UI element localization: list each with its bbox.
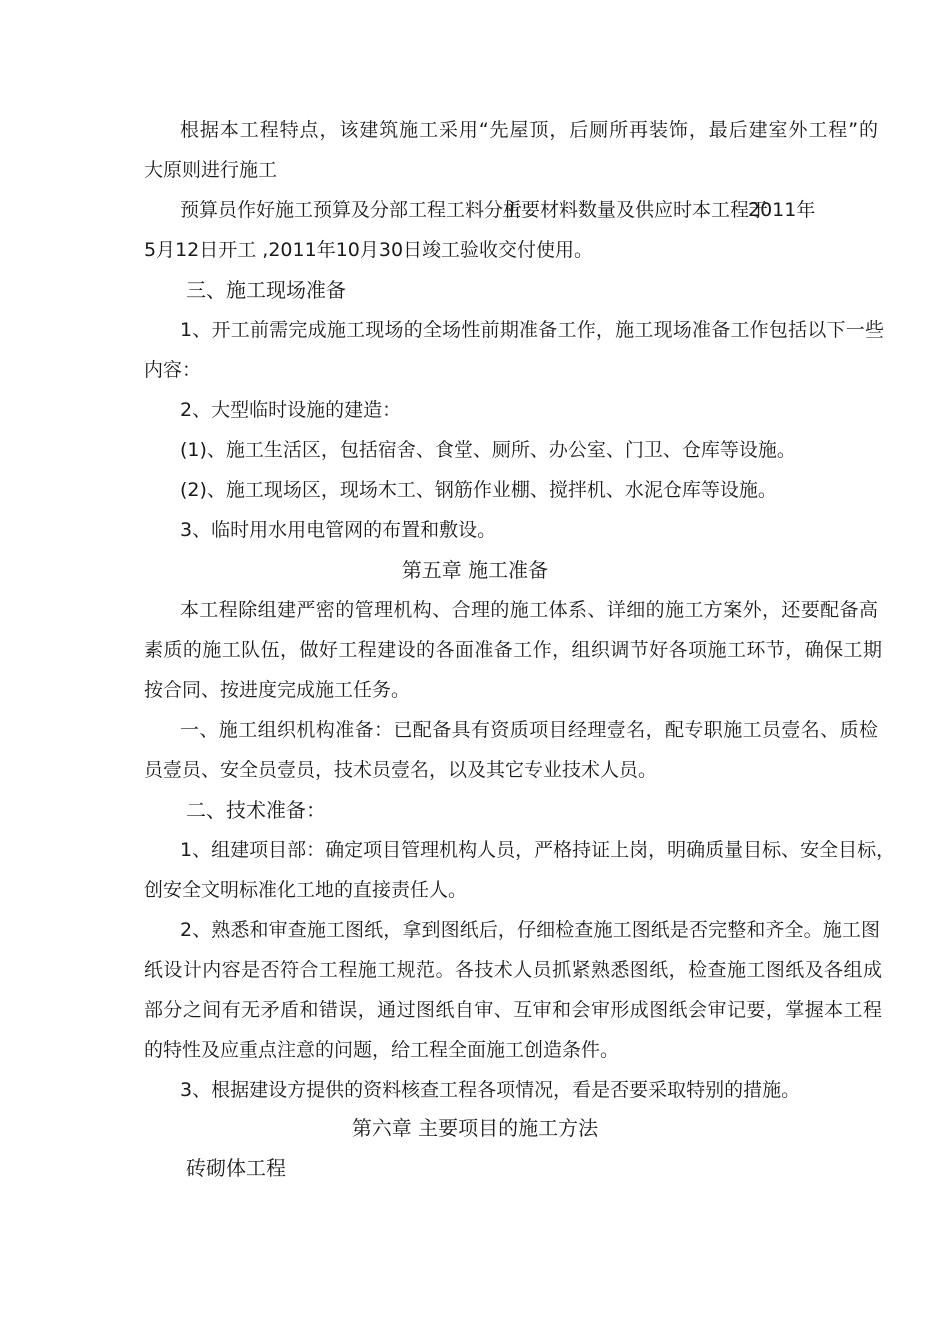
paragraph-line: (1)、施工生活区，包括宿舍、食堂、厕所、办公室、门卫、仓库等设施。 [180, 439, 796, 461]
section-heading: 砖砌体工程 [186, 1156, 286, 1180]
paragraph-line: 3、临时用水用电管网的布置和敷设。 [180, 519, 497, 541]
chapter-title: 第五章 施工准备 [401, 558, 549, 582]
paragraph-line: 3、根据建设方提供的资料核查工程各项情况，看是否要采取特别的措施。 [180, 1079, 801, 1101]
paragraph-line: 部分之间有无矛盾和错误，通过图纸自审、互审和会审形成图纸会审记要，掌握本工程 [144, 999, 882, 1021]
chapter-title: 第六章 主要项目的施工方法 [351, 1116, 599, 1140]
section-heading: 三、施工现场准备 [186, 278, 346, 302]
paragraph-line: 一、施工组织机构准备：已配备具有资质项目经理壹名，配专职施工员壹名、质检 [180, 719, 878, 741]
paragraph-line: 内容： [144, 359, 202, 381]
paragraph-line: 根据本工程特点，该建筑施工采用“先屋顶，后厕所再装饰，最后建室外工程”的 [180, 119, 878, 141]
paragraph-line: 按合同、按进度完成施工任务。 [144, 679, 411, 701]
paragraph-line: 1、开工前需完成施工现场的全场性前期准备工作，施工现场准备工作包括以下一些 [180, 319, 884, 341]
paragraph-line: 2、熟悉和审查施工图纸，拿到图纸后，仔细检查施工图纸是否完整和齐全。施工图 [180, 919, 880, 941]
paragraph-line: 本工程除组建严密的管理机构、合理的施工体系、详细的施工方案外，还要配备高 [180, 599, 878, 621]
section-heading: 二、技术准备： [186, 798, 326, 822]
paragraph-line: 员壹员、安全员壹员，技术员壹名，以及其它专业技术人员。 [144, 759, 658, 781]
paragraph-line: (2)、施工现场区，现场木工、钢筋作业棚、搅拌机、水泥仓库等设施。 [180, 479, 777, 501]
paragraph-line-overlap: 主要材料数量及供应时本工程于 [502, 199, 769, 221]
paragraph-line: 的特性及应重点注意的问题，给工程全面施工创造条件。 [144, 1039, 620, 1061]
paragraph-line: 素质的施工队伍，做好工程建设的各面准备工作，组织调节好各项施工环节，确保工期 [144, 639, 882, 661]
paragraph-line: 预算员作好施工预算及分部工程工料分析 [180, 199, 523, 221]
paragraph-line: 1、组建项目部：确定项目管理机构人员，严格持证上岗，明确质量目标、安全目标， [180, 839, 896, 861]
paragraph-line: 纸设计内容是否符合工程施工规范。各技术人员抓紧熟悉图纸，检查施工图纸及各组成 [144, 959, 882, 981]
paragraph-line: 创安全文明标准化工地的直接责任人。 [144, 879, 468, 901]
paragraph-line: 大原则进行施工 [144, 159, 278, 181]
paragraph-line: 5月12日开工 ,2011年10月30日竣工验收交付使用。 [144, 239, 594, 261]
paragraph-line: 2、大型临时设施的建造： [180, 399, 402, 421]
paragraph-line-year: 2011年 [748, 199, 816, 221]
